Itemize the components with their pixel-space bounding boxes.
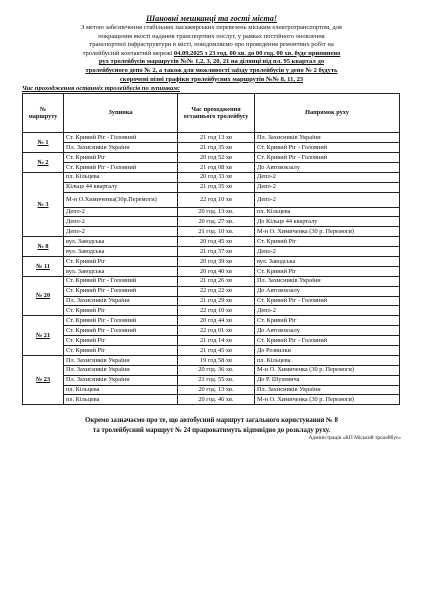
stop-name: вул. Заводська — [64, 237, 178, 247]
schedule-body — [23, 133, 400, 405]
direction: М-н О. Химиченка (30 р. Перемоги) — [255, 365, 400, 375]
table-row — [23, 256, 400, 266]
direction: пл. Кільцева — [255, 355, 400, 365]
last-trolleybus-time: 20 год 45 хв — [178, 237, 255, 247]
table-header-row — [23, 94, 400, 133]
table-row — [23, 345, 400, 355]
table-row — [23, 172, 400, 182]
table-row — [23, 355, 400, 365]
stop-name: Депо-2 — [64, 227, 178, 237]
last-trolleybus-time: 21 год 26 хв — [178, 276, 255, 286]
direction: Ст. Кривий Ріг — [255, 316, 400, 326]
last-trolleybus-time: 21 год. 10 хв. — [178, 227, 255, 237]
direction: Ст. Кривий Ріг - Головний — [255, 336, 400, 346]
last-trolleybus-time: 21 год 29 хв — [178, 296, 255, 306]
last-trolleybus-time: 20 год. 27 хв. — [178, 217, 255, 227]
stop-name: Ст. Кривий Ріг — [64, 256, 178, 266]
stop-name: Ст. Кривий Ріг - Головний — [64, 276, 178, 286]
direction: Пл. Захисників України — [255, 385, 400, 395]
stop-name: Пл. Захисників України — [64, 355, 178, 365]
stop-name: Пл. Захисників України — [64, 365, 178, 375]
table-row — [23, 385, 400, 395]
direction: До Автовокзалу — [255, 162, 400, 172]
route-number: № 21 — [23, 316, 64, 356]
stop-name: Депо-2 — [64, 217, 178, 227]
stop-name: вул. Заводська — [64, 247, 178, 257]
table-row — [23, 395, 400, 405]
table-row — [23, 182, 400, 192]
stop-name: Депо-2 — [64, 207, 178, 217]
stop-name: пл. Кільцева — [64, 385, 178, 395]
stop-name: вул. Заводська — [64, 266, 178, 276]
last-trolleybus-time: 19 год 58 хв — [178, 355, 255, 365]
intro-paragraph — [22, 24, 401, 84]
direction: Ст. Кривий Ріг — [255, 237, 400, 247]
stop-name: Пл. Захисників України — [64, 296, 178, 306]
table-row — [23, 192, 400, 207]
stop-name: Ст. Кривий Ріг — [64, 306, 178, 316]
stop-name: пл. Кільцева — [64, 395, 178, 405]
stop-name: Ст. Кривий Ріг - Головний — [64, 316, 178, 326]
footer-line: Окремо зазначаємо про те, що автобусний маршрут загального користування № 8 — [85, 417, 338, 425]
table-row — [23, 286, 400, 296]
table-row — [23, 266, 400, 276]
table-row — [23, 316, 400, 326]
greeting-heading: Шановні мешканці та гості міста! — [145, 14, 278, 23]
last-trolleybus-time: 20 год 39 хв — [178, 256, 255, 266]
table-row — [23, 133, 400, 143]
direction: До Автовокзалу — [255, 326, 400, 336]
direction: М-н О. Химиченка (30 р. Перемоги) — [255, 227, 400, 237]
intro-line-bold: 04.09.2025 з 23 год. 00 хв. до 00 год. 00 хв. буде припинено — [173, 49, 341, 57]
stop-name: М-н О.Химиченка(30р.Перемоги) — [64, 192, 178, 207]
stop-name: Кільце 44 кварталу — [64, 182, 178, 192]
direction: Ст. Кривий Ріг - Головний — [255, 296, 400, 306]
route-number: № 1 — [23, 133, 64, 153]
last-trolleybus-time: 21 год 08 хв — [178, 162, 255, 172]
footer-note — [22, 416, 401, 435]
table-row — [23, 237, 400, 247]
column-header-route: № маршруту — [23, 94, 64, 133]
route-number: № 23 — [23, 355, 64, 404]
direction: Депо-2 — [255, 172, 400, 182]
intro-bold-line: скорочені пізні графіки тролейбусних маршрутів №№ 8, 11, 23 — [119, 75, 304, 83]
stop-name: Ст. Кривий Ріг - Головний — [64, 326, 178, 336]
last-trolleybus-time: 21 год 14 хв — [178, 336, 255, 346]
stop-name: Ст. Кривий Ріг — [64, 336, 178, 346]
stop-name: Ст. Кривий Ріг - Головний — [64, 133, 178, 143]
signature: Адміністрація «КП Міський тролейбус» — [308, 435, 401, 442]
intro-line — [22, 50, 401, 59]
last-trolleybus-time: 20 год 40 хв — [178, 266, 255, 276]
last-trolleybus-time: 22 год 01 хв — [178, 326, 255, 336]
table-row — [23, 276, 400, 286]
stop-name: пл. Кільцева — [64, 172, 178, 182]
stop-name: Пл. Захисників України — [64, 143, 178, 153]
direction: пл. Кільцева — [255, 207, 400, 217]
direction: Депо-2 — [255, 192, 400, 207]
table-row — [23, 336, 400, 346]
last-trolleybus-time: 22 год 10 хв — [178, 192, 255, 207]
direction: До Кільце 44 кварталу — [255, 217, 400, 227]
direction: Ст. Кривий Ріг - Головний — [255, 152, 400, 162]
last-trolleybus-time: 22 год 22 хв — [178, 286, 255, 296]
table-row — [23, 207, 400, 217]
last-trolleybus-time: 20 год. 46 хв. — [178, 395, 255, 405]
direction: До Автовокзалу — [255, 286, 400, 296]
last-trolleybus-time: 21 год 37 хв — [178, 247, 255, 257]
table-row — [23, 375, 400, 385]
last-trolleybus-time: 20 год. 13 хв. — [178, 385, 255, 395]
last-trolleybus-time: 21 год 45 хв — [178, 345, 255, 355]
stop-name: Ст. Кривий Ріг — [64, 152, 178, 162]
table-caption: Час проходження останніх тролейбусів по зупинкам: — [22, 85, 181, 93]
intro-line-plain: тролейбусній контактній мережі — [82, 49, 173, 57]
table-row — [23, 296, 400, 306]
direction: Депо-2 — [255, 306, 400, 316]
last-trolleybus-time: 21 год. 55 хв. — [178, 375, 255, 385]
table-row — [23, 143, 400, 153]
route-number: № 11 — [23, 256, 64, 276]
column-header-direction: Напрямок руху — [255, 94, 400, 133]
column-header-time: Час проходження останнього тролейбусу — [178, 94, 255, 133]
direction: Депо-2 — [255, 182, 400, 192]
last-trolleybus-time: 22 год 10 хв — [178, 306, 255, 316]
direction: вул. Заводська — [255, 256, 400, 266]
table-row — [23, 306, 400, 316]
table-row — [23, 365, 400, 375]
last-trolleybus-time: 20 год. 13 хв. — [178, 207, 255, 217]
direction: До Р. Шухевича — [255, 375, 400, 385]
intro-line: покращення якості надання транспортних послуг, у рамках постійного оновлення — [98, 32, 325, 40]
stop-name: Ст. Кривий Ріг - Головний — [64, 162, 178, 172]
footer-line: та тролейбусний маршрут № 24 працюватимуть відповідно до розкладу руху. — [92, 426, 331, 434]
intro-line: транспортної інфраструктури в місті, повідомляємо про проведення ремонтних робіт на — [89, 41, 334, 49]
route-number: № 3 — [23, 172, 64, 236]
table-row — [23, 152, 400, 162]
intro-bold-line: рух тролейбусів маршрутів №№ 1,2, 3, 20, 21 на ділянці від пл. 95 квартал до — [98, 58, 325, 66]
last-trolleybus-time: 20 год. 36 хв. — [178, 365, 255, 375]
last-trolleybus-time: 21 год 13 хв — [178, 133, 255, 143]
table-row — [23, 247, 400, 257]
last-trolleybus-time: 20 год 33 хв — [178, 172, 255, 182]
table-row — [23, 162, 400, 172]
last-trolleybus-time: 21 год 35 хв — [178, 143, 255, 153]
direction: Ст. Кривий Ріг — [255, 266, 400, 276]
column-header-stop: Зупинка — [64, 94, 178, 133]
route-number: № 20 — [23, 276, 64, 316]
intro-bold-line: тролейбусного депо № 2, а також для можливості заїзду тролейбусів у депо № 2 будуть — [85, 66, 338, 74]
direction: М-н О. Химиченка (30 р. Перемоги) — [255, 395, 400, 405]
table-row — [23, 227, 400, 237]
stop-name: Ст. Кривий Ріг - Головний — [64, 286, 178, 296]
intro-line: З метою забезпечення стабільних пасажирських перевезень міським електротранспортом, для — [81, 24, 342, 31]
route-number: № 8 — [23, 237, 64, 257]
table-row — [23, 326, 400, 336]
schedule-table — [22, 93, 400, 405]
last-trolleybus-time: 20 год 44 хв — [178, 316, 255, 326]
direction: Депо-2 — [255, 247, 400, 257]
stop-name: Ст. Кривий Ріг — [64, 345, 178, 355]
last-trolleybus-time: 20 год 52 хв — [178, 152, 255, 162]
direction: До Розвилки — [255, 345, 400, 355]
direction: Ст. Кривий Ріг - Головний — [255, 143, 400, 153]
stop-name: Пл. Захисників України — [64, 375, 178, 385]
last-trolleybus-time: 21 год 35 хв — [178, 182, 255, 192]
route-number: № 2 — [23, 152, 64, 172]
direction: Пл. Захисників України — [255, 133, 400, 143]
direction: Пл. Захисників України — [255, 276, 400, 286]
table-row — [23, 217, 400, 227]
